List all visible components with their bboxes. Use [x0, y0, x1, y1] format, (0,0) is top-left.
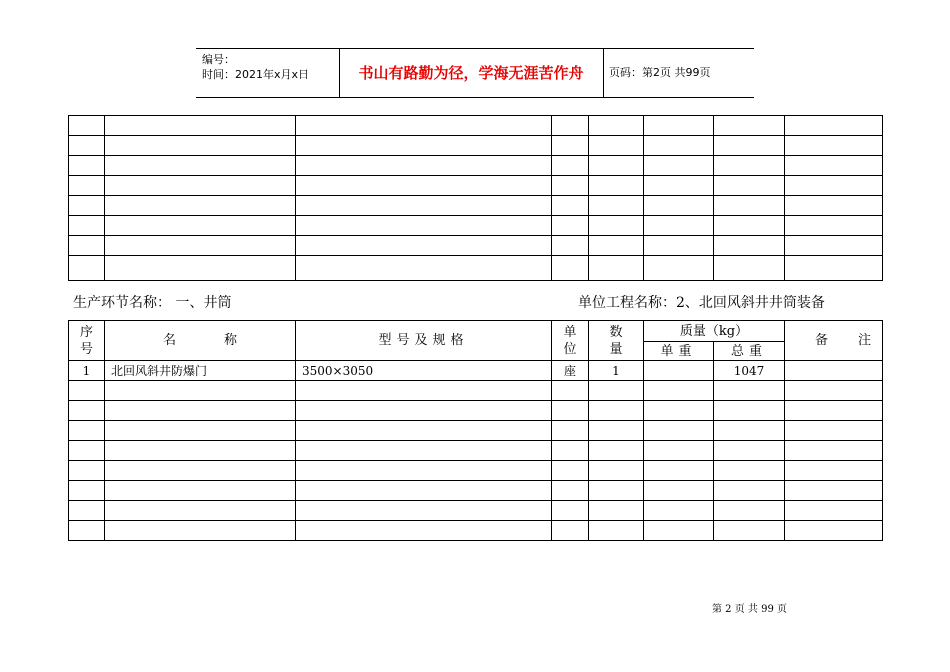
- header-name: 名称: [105, 321, 296, 361]
- table-row: [69, 381, 883, 401]
- table-row: [69, 236, 883, 256]
- cell-qty: 1: [589, 361, 644, 381]
- cell-name: 北回风斜井防爆门: [105, 361, 296, 381]
- cell-remark: [785, 361, 883, 381]
- production-stage-label: 生产环节名称： 一、井筒: [73, 295, 232, 311]
- header-meta: [202, 52, 309, 82]
- table-row: [69, 156, 883, 176]
- table-header-row: [69, 321, 883, 342]
- header-remark: 备注: [785, 321, 883, 361]
- time-label: 时间：2021年x月x日: [202, 68, 310, 81]
- header-mass: 质量（kg）: [644, 321, 785, 342]
- header-model: 型号及规格: [296, 321, 552, 361]
- table-row: [69, 216, 883, 236]
- cell-seq: 1: [69, 361, 105, 381]
- continuation-table: [68, 115, 883, 281]
- cell-unit: 座: [552, 361, 589, 381]
- table-row: [69, 361, 883, 381]
- equipment-table: [68, 320, 902, 541]
- header-unit-weight: 单重: [644, 342, 714, 361]
- header-seq: 序号: [69, 321, 105, 361]
- document-header: [196, 48, 754, 98]
- table-row: [69, 421, 883, 441]
- header-unit: 单位: [552, 321, 589, 361]
- motto: 书山有路勤为径，学海无涯苦作舟: [358, 64, 584, 82]
- table-row: [69, 461, 883, 481]
- table-row: [69, 441, 883, 461]
- cell-unit-weight: [644, 361, 714, 381]
- table-row: [69, 481, 883, 501]
- page-code: 页码：第2页 共99页: [609, 66, 711, 79]
- unit-project-label: 单位工程名称：2、北回风斜井井筒装备: [578, 295, 825, 311]
- table-row: [69, 136, 883, 156]
- number-label: 编号：: [202, 53, 235, 66]
- cell-total-weight: 1047: [714, 361, 785, 381]
- table-row: [69, 401, 883, 421]
- table-row: [69, 176, 883, 196]
- table-row: [69, 521, 883, 541]
- table-row: [69, 501, 883, 521]
- header-qty: 数量: [589, 321, 644, 361]
- table-row: [69, 196, 883, 216]
- table-row: [69, 256, 883, 281]
- cell-model: 3500×3050: [296, 361, 552, 381]
- header-divider: [603, 49, 604, 97]
- header-total-weight: 总重: [714, 342, 785, 361]
- table-row: [69, 116, 883, 136]
- page-footer: 第 2 页 共 99 页: [712, 604, 787, 615]
